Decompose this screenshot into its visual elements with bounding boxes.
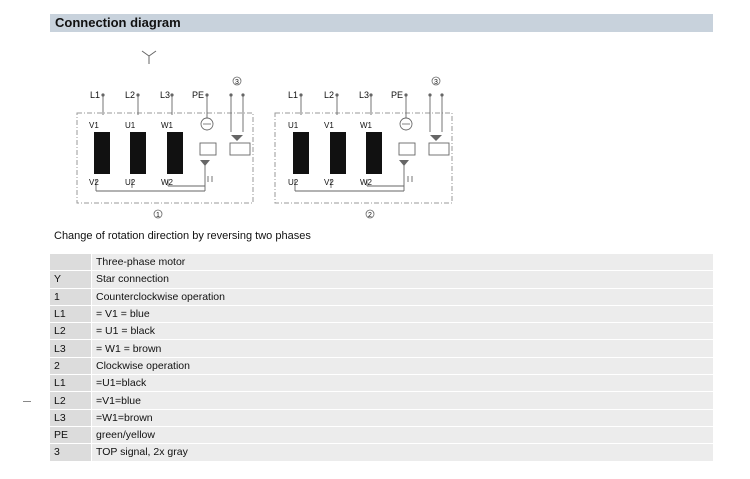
coil-label: V2 [89, 178, 99, 187]
legend-value: Clockwise operation [91, 358, 713, 375]
legend-row [50, 392, 713, 409]
terminal-label: L3 [359, 90, 370, 100]
legend-row [50, 410, 713, 427]
terminal-label: L3 [160, 90, 171, 100]
coil-1 [94, 132, 110, 174]
legend-value: TOP signal, 2x gray [91, 444, 713, 461]
coil-label: W1 [161, 121, 173, 130]
legend-value: =V1=blue [91, 392, 713, 409]
coil-label: U1 [125, 121, 136, 130]
legend-key: Y [50, 271, 91, 288]
terminal-label: L2 [125, 90, 136, 100]
legend-row [50, 427, 713, 444]
legend-value: =W1=brown [91, 410, 713, 427]
legend-key: 2 [50, 358, 91, 375]
legend-row [50, 306, 713, 323]
coil-label: V1 [324, 121, 334, 130]
coil-label: U2 [288, 178, 299, 187]
star-symbol-icon [142, 51, 156, 64]
legend-key: L2 [50, 323, 91, 340]
legend-key: L3 [50, 410, 91, 427]
terminal-label: PE [192, 90, 205, 100]
legend-row [50, 340, 713, 357]
signal-marker: 3 [434, 79, 438, 86]
legend-table [50, 254, 713, 462]
coil-label: V1 [89, 121, 99, 130]
coil-3 [167, 132, 183, 174]
legend-key: L3 [50, 340, 91, 357]
coil-label: W2 [360, 178, 372, 187]
legend-row [50, 289, 713, 306]
terminal-label: PE [391, 90, 404, 100]
margin-mark [23, 401, 31, 402]
section-header [50, 14, 713, 32]
legend-value: Counterclockwise operation [91, 289, 713, 306]
coil-label: W2 [161, 178, 173, 187]
legend-value: green/yellow [91, 427, 713, 444]
connection-diagram [50, 40, 480, 225]
coil-label: U1 [288, 121, 299, 130]
legend-value: =U1=black [91, 375, 713, 392]
coil-label: W1 [360, 121, 372, 130]
terminal-label: L2 [324, 90, 335, 100]
legend-row [50, 254, 713, 271]
coil-2 [330, 132, 346, 174]
coil-label: U2 [125, 178, 136, 187]
legend-key: PE [50, 427, 91, 444]
coil-2 [130, 132, 146, 174]
diagram-marker: 2 [368, 212, 372, 219]
legend-value: Star connection [91, 271, 713, 288]
legend-value: Three-phase motor [91, 254, 713, 271]
coil-1 [293, 132, 309, 174]
legend-value: = W1 = brown [91, 340, 713, 357]
legend-row [50, 375, 713, 392]
terminal-label: L1 [288, 90, 299, 100]
legend-key [50, 254, 91, 271]
legend-key: L2 [50, 392, 91, 409]
legend-value: = V1 = blue [91, 306, 713, 323]
diagram-marker: 1 [156, 212, 160, 219]
coil-label: V2 [324, 178, 334, 187]
legend-key: 1 [50, 289, 91, 306]
legend-body [50, 254, 713, 462]
legend-row [50, 271, 713, 288]
signal-marker: 3 [235, 79, 239, 86]
legend-key: L1 [50, 375, 91, 392]
terminal-label: L1 [90, 90, 101, 100]
legend-value: = U1 = black [91, 323, 713, 340]
legend-key: L1 [50, 306, 91, 323]
legend-row [50, 323, 713, 340]
legend-key: 3 [50, 444, 91, 461]
connection-diagram-svg [50, 40, 480, 225]
section-title: Connection diagram [55, 15, 181, 30]
legend-row [50, 444, 713, 461]
coil-3 [366, 132, 382, 174]
legend-row [50, 358, 713, 375]
diagram-caption: Change of rotation direction by reversing two phases [54, 230, 311, 242]
